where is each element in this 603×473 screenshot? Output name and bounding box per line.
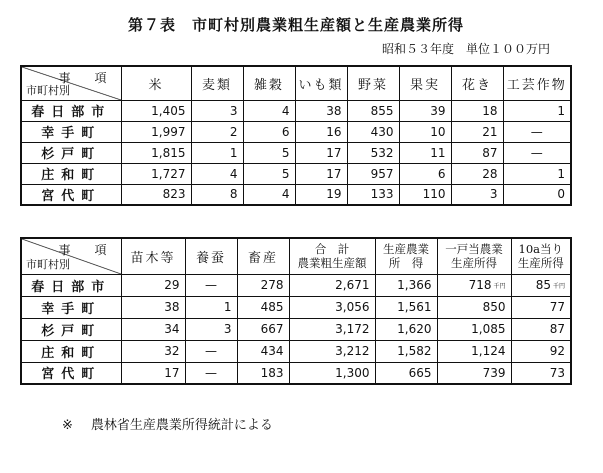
value-cell: —: [503, 121, 571, 142]
table-row: [21, 362, 571, 384]
value-cell: 6: [399, 163, 451, 184]
value-cell: 1: [191, 142, 243, 163]
value-cell: 667: [237, 318, 289, 340]
value-cell: 77: [511, 296, 571, 318]
column-header: 果実: [399, 66, 451, 100]
table-row: [21, 274, 571, 296]
value-cell: 957: [347, 163, 399, 184]
city-cell: 杉戸町: [21, 142, 121, 163]
city-cell: 宮代町: [21, 362, 121, 384]
value-cell: 532: [347, 142, 399, 163]
value-cell: 17: [295, 142, 347, 163]
value-cell: 3: [191, 100, 243, 121]
column-header: 養蚕: [185, 238, 237, 274]
city-cell: 庄和町: [21, 163, 121, 184]
income-table: [20, 237, 572, 385]
value-cell: 430: [347, 121, 399, 142]
unit-tag: 千円: [552, 283, 565, 290]
corner-city-label: 市町村別: [26, 83, 70, 97]
corner-item-label: 事 項: [58, 71, 113, 85]
value-cell: 38: [295, 100, 347, 121]
city-cell: 幸手町: [21, 296, 121, 318]
value-cell: 28: [451, 163, 503, 184]
table-row: [21, 340, 571, 362]
value-cell: 17: [121, 362, 185, 384]
value-cell: —: [185, 274, 237, 296]
table-row: [21, 100, 571, 121]
value-cell: 87: [451, 142, 503, 163]
production-table: [20, 65, 572, 206]
table-row: [21, 318, 571, 340]
value-cell: 3,056: [289, 296, 375, 318]
value-cell: 3: [451, 184, 503, 205]
value-cell: 1,582: [375, 340, 437, 362]
value-cell: —: [185, 340, 237, 362]
column-header: 畜産: [237, 238, 289, 274]
city-cell: 春日部市: [21, 100, 121, 121]
value-cell: 110: [399, 184, 451, 205]
value-cell: 0: [503, 184, 571, 205]
value-cell: 5: [243, 142, 295, 163]
value-cell: 1: [503, 163, 571, 184]
value-cell: 739: [437, 362, 511, 384]
value-cell: 3,212: [289, 340, 375, 362]
column-header: 麦類: [191, 66, 243, 100]
column-header: 米: [121, 66, 191, 100]
column-header: 工芸作物: [503, 66, 571, 100]
column-header: いも類: [295, 66, 347, 100]
value-cell: 3: [185, 318, 237, 340]
table-row: [21, 142, 571, 163]
value-cell: 16: [295, 121, 347, 142]
value-cell: 4: [243, 184, 295, 205]
value-cell: 278: [237, 274, 289, 296]
value-cell: 38: [121, 296, 185, 318]
value-cell: 19: [295, 184, 347, 205]
value-cell: 1,620: [375, 318, 437, 340]
note-mark: ※: [62, 418, 73, 433]
column-header: 一戸当農業 生産所得: [437, 238, 511, 274]
value-cell: 1: [503, 100, 571, 121]
table-title: 第７表 市町村別農業粗生産額と生産農業所得: [128, 16, 465, 34]
unit-label: 昭和５３年度 単位１００万円: [382, 42, 551, 56]
value-cell: 2,671: [289, 274, 375, 296]
column-header: 生産農業 所 得: [375, 238, 437, 274]
table-row: [21, 184, 571, 205]
table-row: [21, 296, 571, 318]
value-cell: 32: [121, 340, 185, 362]
city-cell: 庄和町: [21, 340, 121, 362]
column-header: 花き: [451, 66, 503, 100]
value-cell: 183: [237, 362, 289, 384]
value-cell: 1,815: [121, 142, 191, 163]
value-cell: 85 千円: [511, 274, 571, 296]
value-cell: 1,405: [121, 100, 191, 121]
value-cell: 4: [243, 100, 295, 121]
table-row: [21, 121, 571, 142]
value-cell: 855: [347, 100, 399, 121]
value-cell: 34: [121, 318, 185, 340]
unit-tag: 千円: [493, 283, 506, 290]
value-cell: 1,727: [121, 163, 191, 184]
value-cell: 1,124: [437, 340, 511, 362]
city-cell: 春日部市: [21, 274, 121, 296]
city-cell: 杉戸町: [21, 318, 121, 340]
value-cell: 11: [399, 142, 451, 163]
header-corner: [21, 66, 121, 100]
value-cell: 823: [121, 184, 191, 205]
column-header: 野菜: [347, 66, 399, 100]
value-cell: 1,561: [375, 296, 437, 318]
value-cell: 5: [243, 163, 295, 184]
value-cell: 1,997: [121, 121, 191, 142]
value-cell: 17: [295, 163, 347, 184]
value-cell: 850: [437, 296, 511, 318]
value-cell: 1,366: [375, 274, 437, 296]
value-cell: 718 千円: [437, 274, 511, 296]
value-cell: —: [185, 362, 237, 384]
value-cell: 21: [451, 121, 503, 142]
column-header: 雑穀: [243, 66, 295, 100]
value-cell: 92: [511, 340, 571, 362]
value-cell: 18: [451, 100, 503, 121]
table-row: [21, 163, 571, 184]
value-cell: 2: [191, 121, 243, 142]
source-note: [62, 414, 273, 433]
corner-item-label: 事 項: [58, 243, 113, 257]
value-cell: 4: [191, 163, 243, 184]
value-cell: 10: [399, 121, 451, 142]
value-cell: 133: [347, 184, 399, 205]
value-cell: 87: [511, 318, 571, 340]
city-cell: 宮代町: [21, 184, 121, 205]
value-cell: 29: [121, 274, 185, 296]
corner-city-label: 市町村別: [26, 257, 70, 271]
value-cell: 73: [511, 362, 571, 384]
city-cell: 幸手町: [21, 121, 121, 142]
value-cell: 39: [399, 100, 451, 121]
column-header: 合 計 農業粗生産額: [289, 238, 375, 274]
value-cell: 8: [191, 184, 243, 205]
value-cell: 1,085: [437, 318, 511, 340]
column-header: 苗木等: [121, 238, 185, 274]
note-text: 農林省生産農業所得統計による: [90, 418, 273, 433]
header-corner: [21, 238, 121, 274]
value-cell: 665: [375, 362, 437, 384]
column-header: 10a当り 生産所得: [511, 238, 571, 274]
value-cell: 6: [243, 121, 295, 142]
value-cell: 1,300: [289, 362, 375, 384]
value-cell: —: [503, 142, 571, 163]
value-cell: 1: [185, 296, 237, 318]
value-cell: 3,172: [289, 318, 375, 340]
value-cell: 434: [237, 340, 289, 362]
value-cell: 485: [237, 296, 289, 318]
